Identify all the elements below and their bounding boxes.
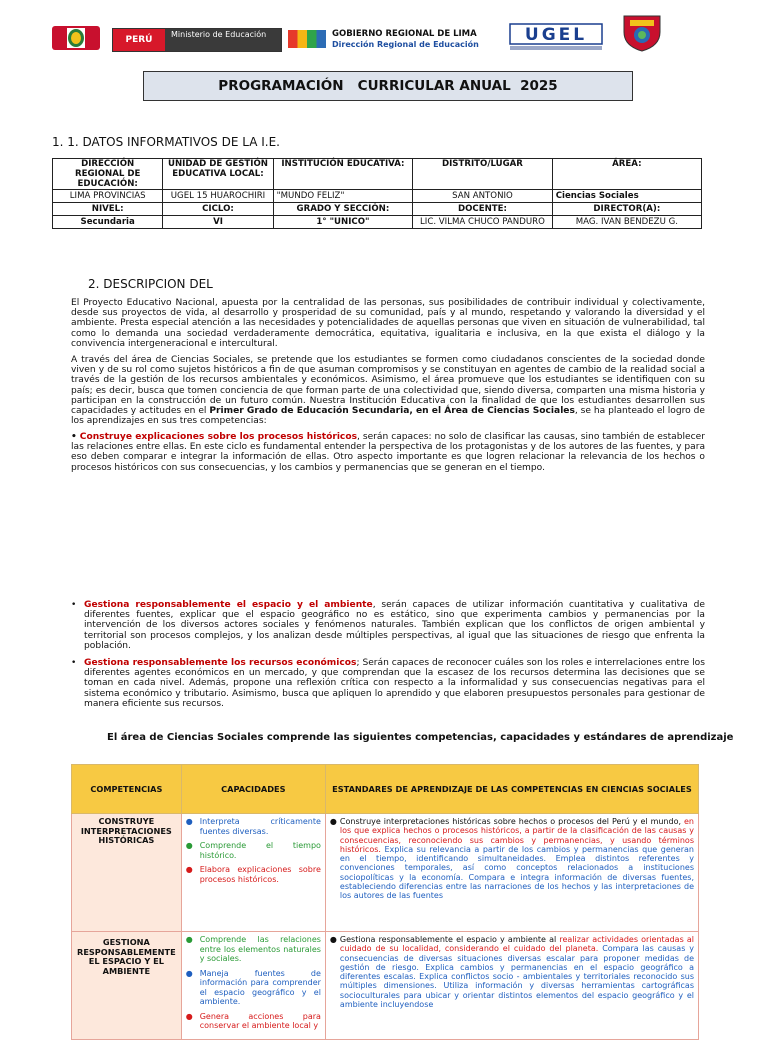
peru-label: PERÚ xyxy=(113,29,165,51)
gobierno-regional-logo xyxy=(288,28,498,52)
gobierno-regional-mark-icon xyxy=(288,30,326,48)
competencias-table xyxy=(71,764,699,1040)
table-header-cell: INSTITUCIÓN EDUCATIVA: xyxy=(273,159,413,190)
table-cell: "MUNDO FELIZ" xyxy=(273,190,413,203)
competency-title: Construye explicaciones sobre los procesos históricos xyxy=(79,432,357,442)
standard-part: en los que explica hechos o procesos históricos, a partir de la clasificación de las causas y consecuencias, reconociendo sus cambios y permanencias, y usando términos históricos. xyxy=(339,817,694,854)
bullet-icon: • xyxy=(71,658,77,668)
table-cell: VI xyxy=(163,216,273,229)
section-1-heading: 1. 1. DATOS INFORMATIVOS DE LA I.E. xyxy=(52,135,280,149)
table-header-cell: ESTANDARES DE APRENDIZAJE DE LAS COMPETENCIAS EN CIENCIAS SOCIALES xyxy=(325,765,698,814)
description-text: A través del área de Ciencias Sociales, se pretende que los estudiantes se formen como ciudadanos conscientes de la sociedad donde viven y de su rol como sujetos históricos a fin de que asuman compromisos y se constituyan en agentes de cambio de la realidad social a través de la gestión de los recursos ambientales y económicos. Asimismo, el área promueve que los estudiantes se identifiquen con su país; es decir, busca que tomen conciencia de que forman parte de una colectividad que, siendo diversa, comparten una misma historia y participan en la construcción de un futuro común. Nuestra Institución Educativa con la finalidad de que los estudiantes desarrollen sus capacidades y actitudes en el xyxy=(71,355,705,417)
competency-name: GESTIONA RESPONSABLEMENTE EL ESPACIO Y EL AMBIENTE xyxy=(72,932,182,1040)
capacity-item xyxy=(186,817,321,836)
standard-part: Gestiona responsablemente el espacio y ambiente al xyxy=(339,935,560,944)
competency-bullet-3 xyxy=(71,658,705,709)
table-row xyxy=(53,216,702,229)
capacities-cell xyxy=(181,932,325,1040)
bullet-icon: ● xyxy=(185,865,193,874)
standard-cell xyxy=(325,932,698,1040)
table-header-cell: GRADO Y SECCIÓN: xyxy=(273,203,413,216)
table-cell: MAG. IVAN BENDEZU G. xyxy=(552,216,701,229)
section-2-heading: 2. DESCRIPCION DEL xyxy=(88,277,213,291)
standard-part: Explica su relevancia a partir de los cambios y permanencias que generan en el tiempo, identificando simultaneidades. Emplea distintos referentes y convenciones temporales, así como conceptos relacionados a instituciones sociopolíticas y la economía. Compara e integra información de diversas fuentes, estableciendo diferencias entre las narraciones de los hechos y las interpretaciones de los autores de las fuentes xyxy=(339,844,694,901)
ugel-logo-text: UGEL xyxy=(524,25,588,45)
table-header-cell: NIVEL: xyxy=(53,203,163,216)
table-header-cell: DIRECCIÓN REGIONAL DE EDUCACIÓN: xyxy=(53,159,163,190)
competency-bullet-1 xyxy=(71,432,705,473)
table-header-cell: DOCENTE: xyxy=(413,203,553,216)
document-title: PROGRAMACIÓN CURRICULAR ANUAL 2025 xyxy=(143,71,633,101)
standard-text xyxy=(330,817,694,901)
table-row xyxy=(53,190,702,203)
table-header-cell: COMPETENCIAS xyxy=(72,765,182,814)
datos-informativos-table xyxy=(52,158,702,229)
bullet-icon: • xyxy=(71,432,77,442)
competency-text: , serán capaces de utilizar información cuantitativa y cualitativa de diferentes fuentes, explicar que el espacio geográfico no es estático, sino que experimenta cambios y permanencias por la intervención de los diversos actores sociales y fenómenos naturales. También explican que los conflictos de origen ambiental y territorial son procesos complejos, y los analizan desde múltiples perspectivas, al igual que las situaciones de riesgo que enfrenta la población. xyxy=(84,600,705,651)
ugel-logo xyxy=(508,22,604,52)
ministerio-educacion-logo xyxy=(112,28,282,52)
table-header-row xyxy=(72,765,699,814)
capacity-item xyxy=(186,841,321,860)
competency-text: , serán capaces: no solo de clasificar las causas, sino también de establecer las relaciones entre ellas. En este ciclo es fundamental entender la perspectiva de los protagonistas y de los autores de las fuentes, y para eso deben comparar e integrar la información de ellas. Otro aspecto importante es que logren relacionar la relevancia de los hechos o procesos históricos con sus consecuencias, y los cambios y permanencias que se generan en el tiempo. xyxy=(71,432,706,473)
peru-shield-logo xyxy=(50,24,102,52)
competency-title: Gestiona responsablemente los recursos económicos xyxy=(84,658,357,668)
table-cell: LIC. VILMA CHUCO PANDURO xyxy=(413,216,553,229)
description-paragraph-1 xyxy=(71,298,705,349)
capacity-item xyxy=(186,865,321,884)
table-cell: SAN ANTONIO xyxy=(413,190,553,203)
description-text: El Proyecto Educativo Nacional, apuesta por la centralidad de las personas, sus posibilidades de contribuir individual y colectivamente, desde sus proyectos de vida, al desarrollo y prosperidad de su comunidad, país y al mundo, respetando y valorando la diversidad y el ambiente. Presta especial atención a las necesidades y potencialidades de aquellas personas que viven en situación de vulnerabilidad, tal como lo demanda una sociedad verdaderamente democrática, equitativa, igualitaria e inclusiva, en la que exista el diálogo y la convivencia intergeneracional e intercultural. xyxy=(71,298,705,349)
table-row xyxy=(53,159,702,190)
bullet-icon: ● xyxy=(329,935,337,944)
capacity-text: Genera acciones para conservar el ambiente local y xyxy=(199,1011,321,1030)
standard-part: Compara las causas y consecuencias de diversas situaciones diversas escalar para proponer medidas de gestión de riesgo. Explica cambios y permanencias en el espacio geográfico a diferentes escalas. Explica conflictos socio - ambientales y territoriales reconocido sus múltiples dimensiones. xyxy=(339,944,695,991)
standard-cell xyxy=(325,814,698,932)
competency-text: ; Serán capaces de reconocer cuáles son los roles e interrelaciones entre los diferentes agentes económicos en un mercado, y que comprendan que la escasez de los recursos determina las decisiones que se toman en cada nivel. Además, propone una reflexión crítica con respecto a la informalidad y sus consecuencias negativas para el sistema económico y tributario. Asimismo, busca que apliquen lo aprendido y que elaboren presupuestos personales para gestionar de manera eficiente sus recursos. xyxy=(84,658,705,709)
table-header-cell: UNIDAD DE GESTIÓN EDUCATIVA LOCAL: xyxy=(163,159,273,190)
capacity-text: Comprende el tiempo histórico. xyxy=(199,841,321,860)
capacity-item xyxy=(186,1012,321,1031)
table-header-cell: ÁREA: xyxy=(552,159,701,190)
table-row xyxy=(72,932,699,1040)
standard-part: realizar actividades orientadas al cuidado de su localidad, considerando el cuidado del planeta. xyxy=(339,935,694,954)
table-header-cell: DIRECTOR(A): xyxy=(552,203,701,216)
school-crest-logo xyxy=(620,12,664,52)
capacities-cell xyxy=(181,814,325,932)
competency-title: Gestiona responsablemente el espacio y el ambiente xyxy=(84,600,373,610)
table-header-cell: DISTRITO/LUGAR xyxy=(413,159,553,190)
table-cell: 1° "UNICO" xyxy=(273,216,413,229)
table-row xyxy=(53,203,702,216)
direccion-regional-name: Dirección Regional de Educación xyxy=(332,40,479,49)
table-header-cell: CAPACIDADES xyxy=(181,765,325,814)
standard-part: Construye interpretaciones históricas sobre hechos o procesos del Perú y el mundo, xyxy=(339,817,684,826)
capacity-text: Elabora explicaciones sobre procesos históricos. xyxy=(199,865,321,884)
competency-bullet-2 xyxy=(71,600,705,651)
bullet-icon: ● xyxy=(329,817,337,826)
bullet-icon: • xyxy=(71,600,77,610)
table-cell: LIMA PROVINCIAS xyxy=(53,190,163,203)
capacity-text: Maneja fuentes de información para comprender el espacio geográfico y el ambiente. xyxy=(199,968,321,1006)
bullet-icon: ● xyxy=(185,935,193,944)
description-text: , se ha planteado el logro de los aprendizajes en sus tres competencias: xyxy=(71,406,705,427)
capacity-item xyxy=(186,969,321,1007)
capacity-text: Interpreta críticamente fuentes diversas. xyxy=(199,817,321,836)
ministerio-label: Ministerio de Educación xyxy=(165,29,281,51)
ugel-logo-icon xyxy=(508,22,604,52)
table-row xyxy=(72,814,699,932)
standard-part: Utiliza información y diversas herramientas cartográficas socioculturales para ubicar y orientar distintos elementos del espacio geográfico y el ambiente incluyendose xyxy=(339,981,695,1010)
table-header-cell: CICLO: xyxy=(163,203,273,216)
bullet-icon: ● xyxy=(185,1011,193,1021)
bullet-icon: ● xyxy=(185,968,193,978)
description-paragraph-2 xyxy=(71,355,705,426)
table-caption: El área de Ciencias Sociales comprende las siguientes competencias, capacidades y estándares de aprendizaje xyxy=(107,732,734,743)
capacity-item xyxy=(186,935,321,964)
table-cell: Secundaria xyxy=(53,216,163,229)
competency-name: CONSTRUYE INTERPRETACIONES HISTÓRICAS xyxy=(72,814,182,932)
standard-text xyxy=(330,935,694,1009)
capacity-text: Comprende las relaciones entre los elementos naturales y sociales. xyxy=(199,935,321,963)
bullet-icon: ● xyxy=(185,841,193,850)
bullet-icon: ● xyxy=(185,817,193,826)
gobierno-regional-name: GOBIERNO REGIONAL DE LIMA xyxy=(332,29,477,39)
table-cell: Ciencias Sociales xyxy=(552,190,701,203)
table-cell: UGEL 15 HUAROCHIRI xyxy=(163,190,273,203)
grade-area-highlight: Primer Grado de Educación Secundaria, en el Área de Ciencias Sociales xyxy=(209,406,575,417)
